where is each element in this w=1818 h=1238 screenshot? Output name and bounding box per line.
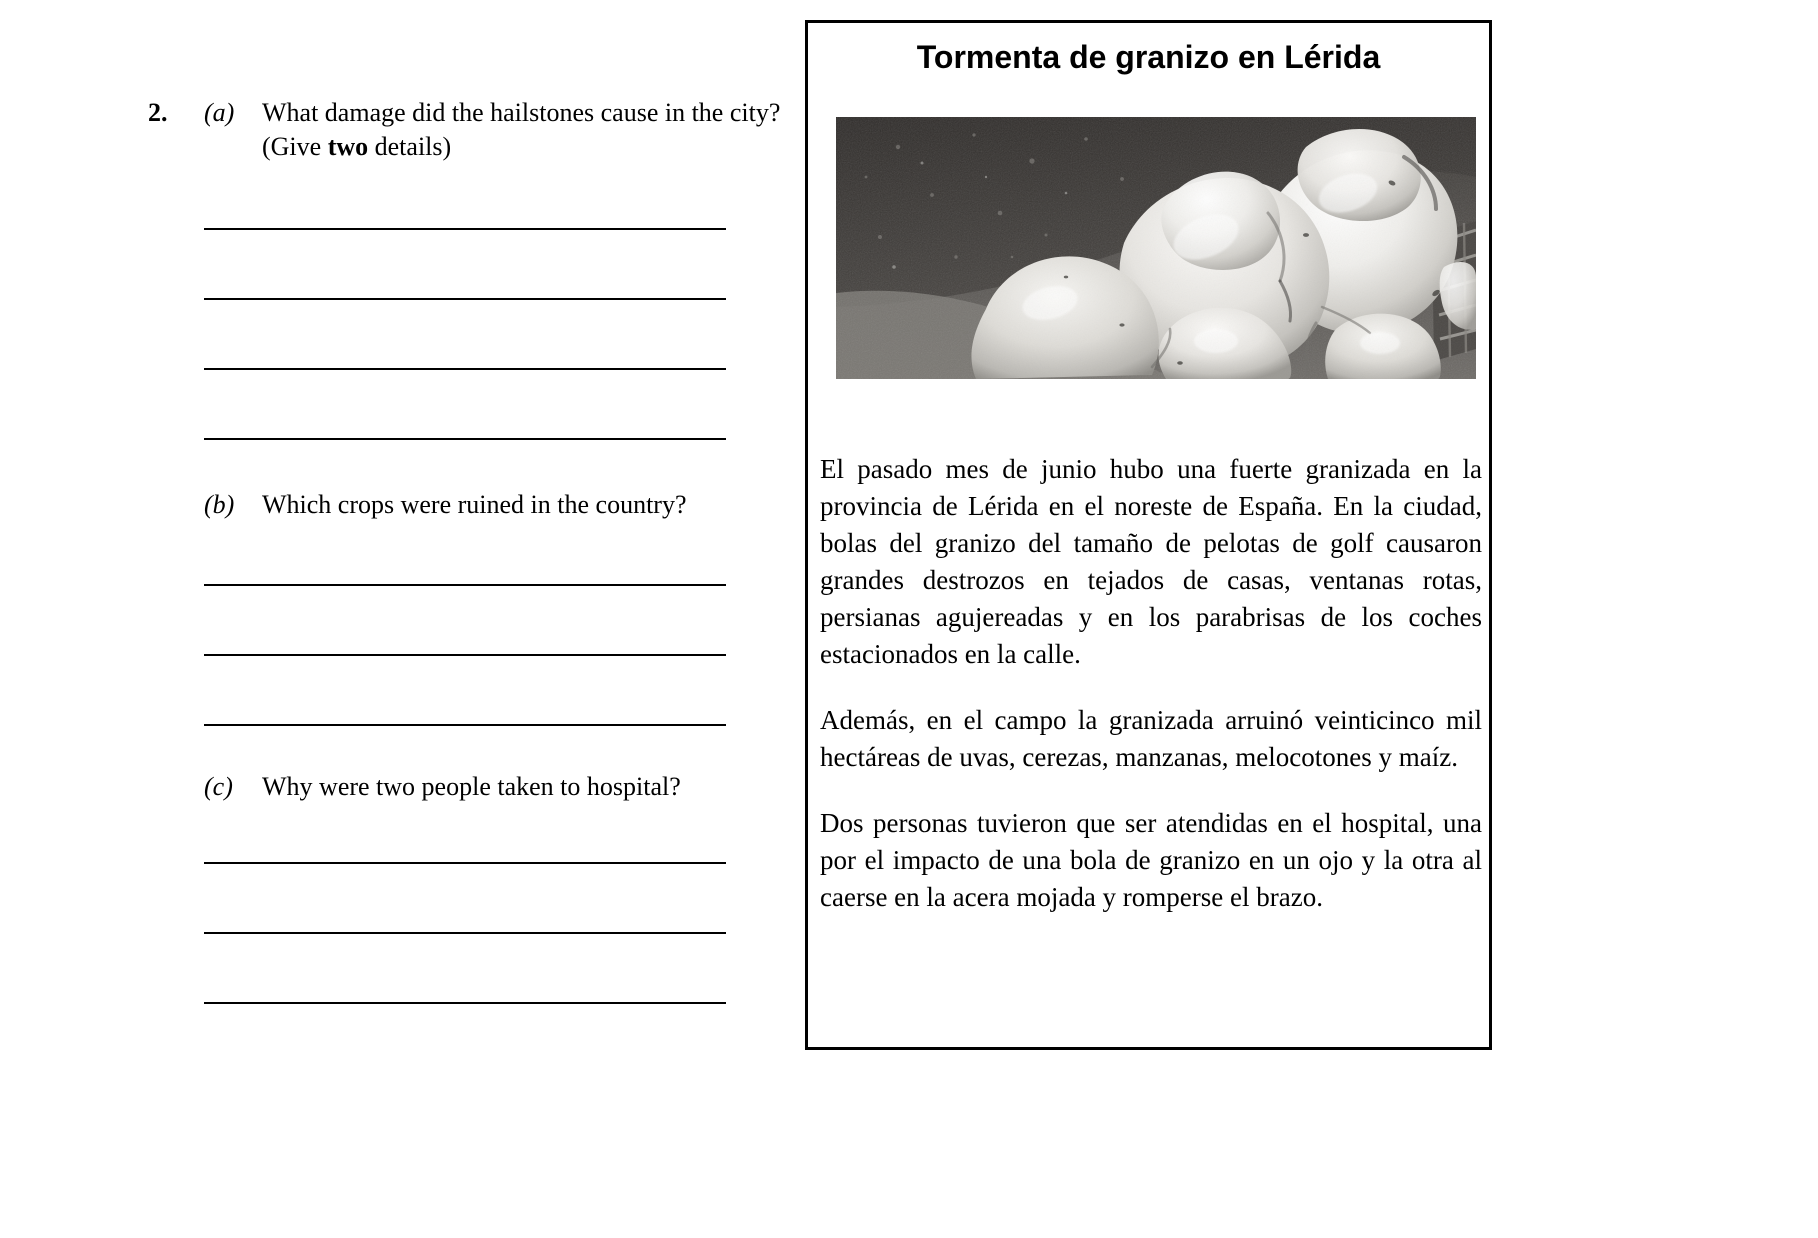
stimulus-title: Tormenta de granizo en Lérida — [916, 39, 1381, 75]
passage-paragraph-2: Además, en el campo la granizada arruinó veinticinco mil hectáreas de uvas, cerezas, manzanas, melocotones y maíz. — [820, 705, 1482, 772]
answer-line[interactable] — [204, 228, 726, 230]
answer-lines-c[interactable] — [204, 862, 726, 1004]
part-c-text: Why were two people taken to hospital? — [262, 772, 681, 801]
question-part-b — [148, 488, 798, 522]
question-number: 2. — [148, 98, 168, 127]
answer-line[interactable] — [204, 862, 726, 864]
hailstones-photograph — [836, 117, 1476, 379]
part-letter-b: (b) — [204, 490, 235, 519]
answer-lines-a[interactable] — [204, 228, 726, 440]
question-column — [148, 96, 798, 1004]
part-letter-c: (c) — [204, 772, 233, 801]
stimulus-panel — [805, 20, 1492, 1050]
part-letter-a: (a) — [204, 98, 235, 127]
spanish-passage — [820, 451, 1482, 916]
part-a-text — [262, 96, 798, 164]
question-part-c — [148, 770, 798, 804]
answer-line[interactable] — [204, 1002, 726, 1004]
question-part-a — [148, 96, 798, 164]
part-b-text: Which crops were ruined in the country? — [262, 490, 687, 519]
answer-lines-b[interactable] — [204, 584, 726, 726]
part-a-text-lead: What damage did the hailstones cause in the city? (Give — [262, 98, 781, 161]
passage-paragraph-1: El pasado mes de junio hubo una fuerte granizada en la provincia de Lérida en el noreste de España. En la ciudad, bolas del granizo del tamaño de pelotas de golf causaron grandes destrozos en tejados de casas, ventanas rotas, persianas agujereadas y en los parabrisas de los coches estacionados en la calle. — [820, 454, 1482, 669]
passage-paragraph-3: Dos personas tuvieron que ser atendidas en el hospital, una por el impacto de una bola de granizo en un ojo y la otra al caerse en la acera mojada y romperse el brazo. — [820, 808, 1482, 912]
part-a-emphasis: two — [327, 132, 369, 161]
answer-line[interactable] — [204, 368, 726, 370]
answer-line[interactable] — [204, 438, 726, 440]
answer-line[interactable] — [204, 584, 726, 586]
part-a-text-tail: details) — [368, 132, 452, 161]
answer-line[interactable] — [204, 654, 726, 656]
answer-line[interactable] — [204, 932, 726, 934]
answer-line[interactable] — [204, 298, 726, 300]
answer-line[interactable] — [204, 724, 726, 726]
